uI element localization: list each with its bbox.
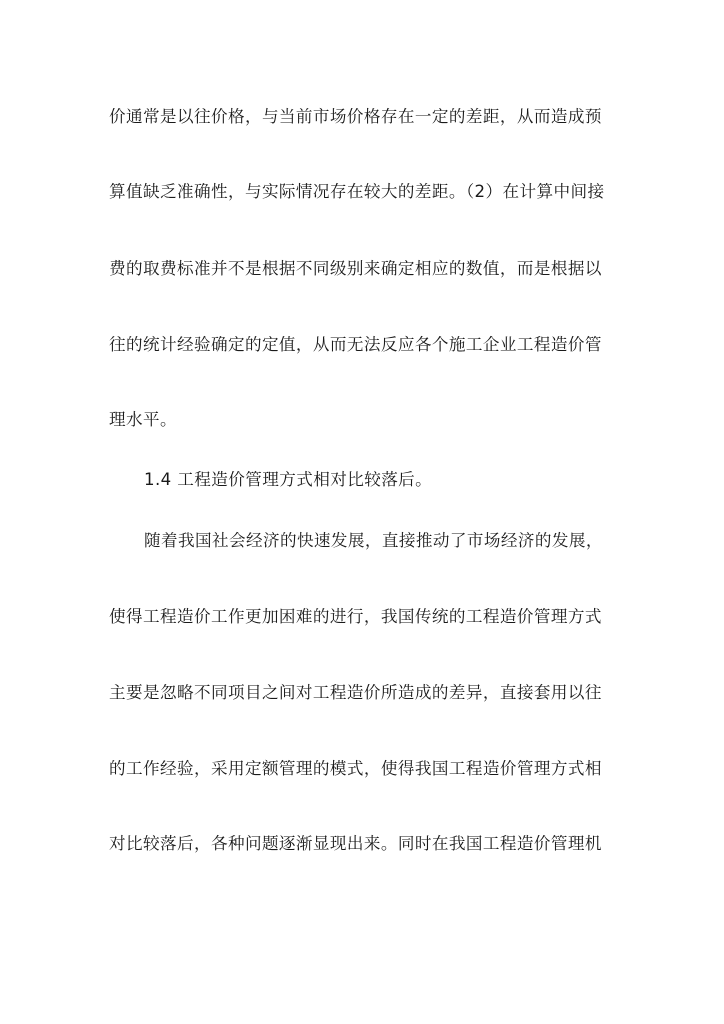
paragraph-line: 价通常是以往价格，与当前市场价格存在一定的差距，从而造成预 <box>109 107 602 126</box>
paragraph-line: 算值缺乏准确性，与实际情况存在较大的差距。（2）在计算中间接 <box>109 182 605 201</box>
paragraph-line: 理水平。 <box>109 410 177 429</box>
paragraph-line: 的工作经验，采用定额管理的模式，使得我国工程造价管理方式相 <box>109 759 602 778</box>
paragraph-line: 使得工程造价工作更加困难的进行，我国传统的工程造价管理方式 <box>109 607 602 626</box>
paragraph-line: 随着我国社会经济的快速发展，直接推动了市场经济的发展， <box>144 531 603 550</box>
paragraph-line: 费的取费标准并不是根据不同级别来确定相应的数值，而是根据以 <box>109 259 602 278</box>
section-heading: 1.4 工程造价管理方式相对比较落后。 <box>144 470 433 489</box>
paragraph-line: 对比较落后，各种问题逐渐显现出来。同时在我国工程造价管理机 <box>109 834 602 853</box>
paragraph-line: 往的统计经验确定的定值，从而无法反应各个施工企业工程造价管 <box>109 335 602 354</box>
paragraph-line: 主要是忽略不同项目之间对工程造价所造成的差异，直接套用以往 <box>109 683 602 702</box>
